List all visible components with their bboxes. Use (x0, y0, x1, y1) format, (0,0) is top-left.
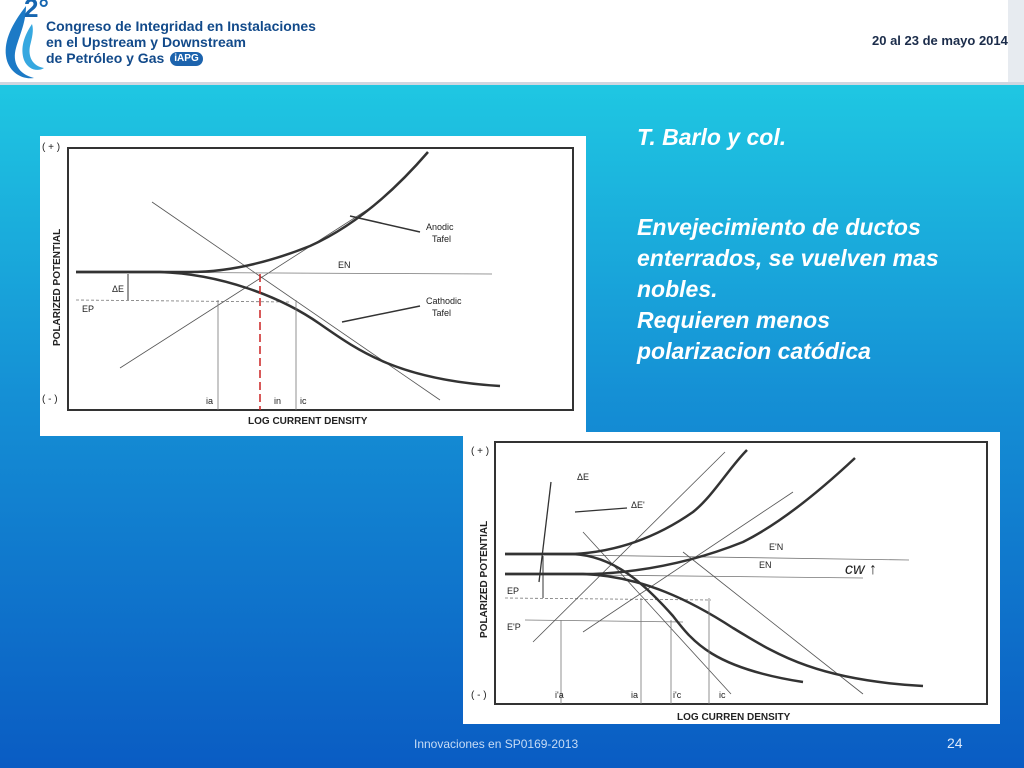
page-number: 24 (947, 735, 963, 751)
x-axis-label: LOG CURREN DENSITY (677, 712, 791, 723)
tafel-diagram-1 (40, 136, 586, 436)
x-axis-label: LOG CURRENT DENSITY (248, 416, 368, 427)
cathodic-label-2: Tafel (432, 308, 452, 318)
en2-label: E'N (769, 542, 784, 552)
ep-label: EP (507, 586, 520, 596)
tafel-diagram-2 (463, 432, 1000, 724)
congress-line-3: de Petróleo y Gas (46, 50, 165, 66)
anodic-curve (76, 152, 428, 272)
in-label: in (274, 396, 282, 406)
body-line: polarizacion catódica (637, 338, 871, 364)
anodic-label-1: Anodic (426, 222, 454, 232)
delta-e2-pointer (575, 508, 627, 512)
delta-e-label: ΔE (112, 284, 125, 294)
congress-name (24, 0, 316, 66)
header-bar (0, 0, 1024, 84)
body-line: nobles. (637, 276, 718, 302)
cathodic-tafel-line (683, 552, 863, 694)
y-axis-label: POLARIZED POTENTIAL (52, 228, 63, 346)
anodic-arrow (350, 216, 420, 232)
congress-date: 20 al 23 de mayo 2014 (872, 33, 1008, 48)
cathodic-curve-2 (505, 574, 923, 686)
congress-edition: 2° (24, 0, 49, 23)
delta-e-pointer (539, 482, 551, 582)
y-axis-label: POLARIZED POTENTIAL (479, 520, 490, 638)
tafel-diagram-1-svg (40, 136, 586, 436)
body-line: Requieren menos (637, 307, 830, 333)
y-plus-label: ( + ) (42, 142, 61, 153)
body-line: Envejecimiento de ductos (637, 214, 921, 240)
handwritten-note: cw ↑ (845, 561, 877, 578)
congress-line-2: en el Upstream y Downstream (46, 34, 246, 50)
plot-frame (68, 148, 573, 410)
delta-e-label: ΔE (577, 472, 590, 482)
ep2-label: E'P (507, 622, 521, 632)
slide-title: T. Barlo y col. (637, 124, 787, 150)
ep2-line (525, 620, 683, 622)
iapg-badge: iAPG (170, 52, 202, 66)
slide-body (637, 212, 1007, 367)
ia-label: ia (631, 690, 639, 700)
ia2-label: i'a (555, 690, 564, 700)
en-label: EN (759, 560, 772, 570)
y-plus-label: ( + ) (471, 446, 490, 457)
ep-line (76, 300, 290, 302)
slide-footer: Innovaciones en SP0169-2013 (414, 737, 579, 751)
cathodic-arrow (342, 306, 420, 322)
cathodic-curve (76, 272, 500, 386)
y-minus-label: ( - ) (42, 394, 58, 405)
ia-label: ia (206, 396, 214, 406)
body-line: enterrados, se vuelven mas (637, 245, 939, 271)
anodic-label-2: Tafel (432, 234, 452, 244)
delta-e2-label: ΔE' (631, 500, 645, 510)
ep-label: EP (82, 304, 95, 314)
ic-label: ic (719, 690, 726, 700)
anodic-tafel-line (533, 452, 725, 642)
tafel-diagram-2-svg (463, 432, 1000, 724)
y-minus-label: ( - ) (471, 690, 487, 701)
header-edge (1008, 0, 1024, 84)
ic-label: ic (300, 396, 307, 406)
cathodic-label-1: Cathodic (426, 296, 462, 306)
congress-line-1: Congreso de Integridad en Instalaciones (46, 18, 316, 34)
ic2-label: i'c (673, 690, 682, 700)
en-label: EN (338, 260, 351, 270)
